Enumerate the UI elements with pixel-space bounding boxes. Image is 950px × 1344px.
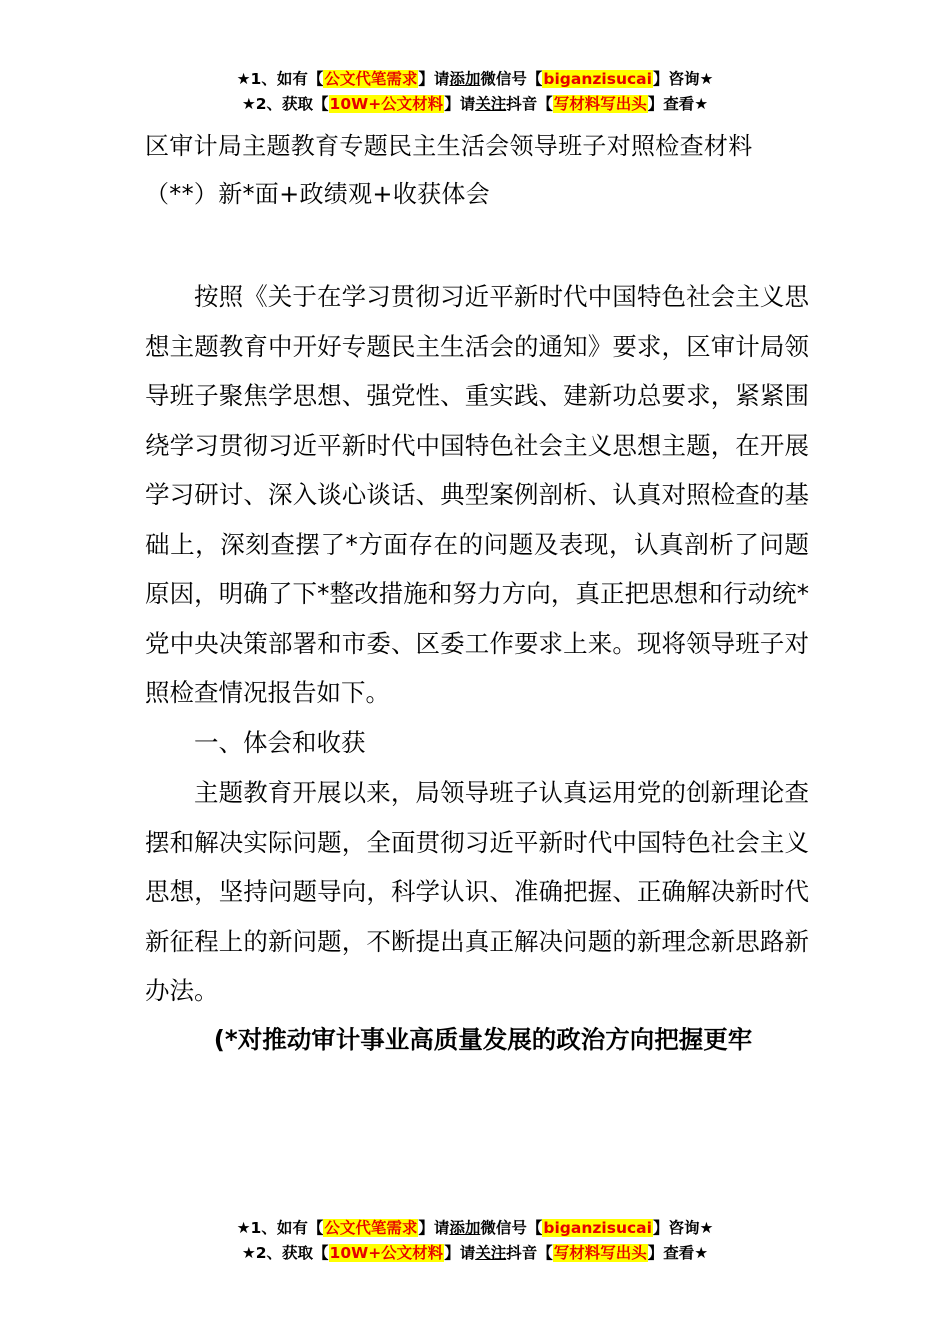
- banner-line-2: [0, 1241, 950, 1266]
- underlined-word: 关注: [475, 1244, 507, 1262]
- banner-line-2: [0, 92, 950, 117]
- highlight-douyin: 写材料写出头: [553, 95, 647, 113]
- banner-text: 】请: [418, 70, 450, 88]
- highlight-materials: 10W+公文材料: [329, 1244, 444, 1262]
- underlined-word: 关注: [475, 95, 507, 113]
- banner-line-1: [0, 67, 950, 92]
- banner-text: 微信号【: [480, 70, 543, 88]
- banner-text: 】请: [418, 1219, 450, 1237]
- banner-text: 微信号【: [480, 1219, 543, 1237]
- body-paragraph-1: [145, 272, 809, 718]
- banner-text: 】请: [444, 95, 476, 113]
- banner-text: ★2、获取【: [241, 95, 329, 113]
- footer-banner: [0, 1216, 950, 1266]
- paragraph-text: 按照《关于在学习贯彻习近平新时代中国特色社会主义思想主题教育中开好专题民主生活会的通知》要求，区审计局领导班子聚焦学思想、强党性、重实践、建新功总要求，紧紧围绕学习贯彻习近平新时代中国特色社会主义思想主题，在开展学习研讨、深入谈心谈话、典型案例剖析、认真对照检查的基础上，深刻查摆了*方面存在的问题及表现，认真剖析了问题原因，明确了下*整改措施和努力方向，真正把思想和行动统*党中央决策部署和市委、区委工作要求上来。现将领导班子对照检查情况报告如下。: [145, 282, 809, 707]
- banner-text: 】咨询★: [652, 70, 714, 88]
- highlight-wechat-id: biganzisucai: [543, 70, 652, 88]
- banner-text: 】查看★: [647, 95, 709, 113]
- header-banner: [0, 67, 950, 117]
- banner-text: 】查看★: [647, 1244, 709, 1262]
- body-paragraph-2: [145, 768, 809, 1016]
- document-title: 区审计局主题教育专题民主生活会领导班子对照检查材料: [145, 132, 753, 160]
- bold-subheading: (*对推动审计事业高质量发展的政治方向把握更牢: [213, 1025, 753, 1054]
- highlight-service: 公文代笔需求: [324, 70, 418, 88]
- banner-line-1: [0, 1216, 950, 1241]
- banner-text: 】咨询★: [652, 1219, 714, 1237]
- section-heading-1: 一、体会和收获: [194, 728, 366, 757]
- banner-text: ★1、如有【: [236, 1219, 324, 1237]
- underlined-word: 添加: [449, 1219, 481, 1237]
- underlined-word: 添加: [449, 70, 481, 88]
- banner-text: 】请: [444, 1244, 476, 1262]
- highlight-douyin: 写材料写出头: [553, 1244, 647, 1262]
- banner-text: ★2、获取【: [241, 1244, 329, 1262]
- banner-text: 抖音【: [506, 1244, 553, 1262]
- banner-text: ★1、如有【: [236, 70, 324, 88]
- document-subtitle: （**）新*面+政绩观+收获体会: [145, 180, 491, 208]
- highlight-materials: 10W+公文材料: [329, 95, 444, 113]
- highlight-service: 公文代笔需求: [324, 1219, 418, 1237]
- paragraph-text: 主题教育开展以来，局领导班子认真运用党的创新理论查摆和解决实际问题，全面贯彻习近平新时代中国特色社会主义思想，坚持问题导向，科学认识、准确把握、正确解决新时代新征程上的新问题，不断提出真正解决问题的新理念新思路新办法。: [145, 778, 809, 1005]
- highlight-wechat-id: biganzisucai: [543, 1219, 652, 1237]
- banner-text: 抖音【: [506, 95, 553, 113]
